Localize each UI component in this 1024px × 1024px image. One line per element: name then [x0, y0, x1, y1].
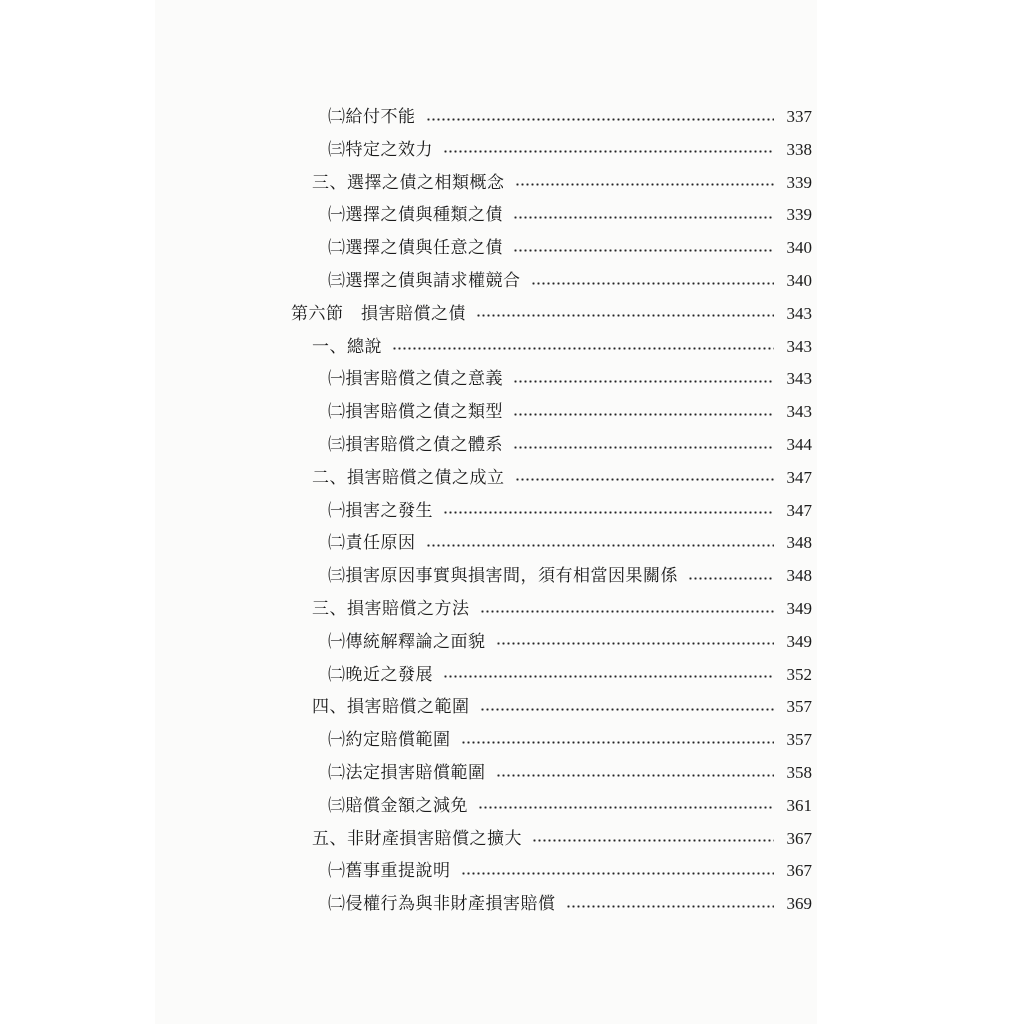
- toc-entry-title: ㈠舊事重提說明: [328, 861, 451, 882]
- dot-leader: [515, 183, 775, 186]
- dot-leader: [513, 413, 774, 416]
- dot-leader: [426, 118, 775, 121]
- toc-entry-title: ㈢損害賠償之債之體系: [328, 435, 503, 455]
- toc-entry-page-number: 367: [786, 861, 812, 881]
- dot-leader: [515, 478, 775, 481]
- toc-entry: [328, 233, 812, 263]
- dot-leader: [443, 150, 774, 153]
- toc-entry: [312, 332, 812, 362]
- toc-entry-title: 第六節 損害賠償之債: [291, 303, 466, 324]
- toc-entry: [328, 364, 812, 394]
- dot-leader: [480, 708, 775, 711]
- toc-entry: [328, 102, 812, 132]
- toc-entry-page-number: 352: [786, 664, 812, 684]
- toc-entry-title: 五、非財產損害賠償之擴大: [312, 828, 522, 849]
- dot-leader: [532, 839, 774, 842]
- toc-entry-title: ㈠傳統解釋論之面貌: [328, 631, 486, 652]
- dot-leader: [478, 806, 774, 809]
- toc-entry-title: ㈡選擇之債與任意之債: [328, 238, 503, 259]
- dot-leader: [461, 872, 775, 875]
- toc-entry: [291, 299, 812, 329]
- dot-leader: [426, 544, 775, 547]
- toc-entry: [312, 824, 812, 854]
- toc-entry: [328, 561, 812, 591]
- toc-entry-page-number: 347: [786, 467, 812, 487]
- toc-entry-title: 二、損害賠償之債之成立: [312, 467, 505, 488]
- toc-entry-title: ㈡給付不能: [328, 107, 416, 127]
- toc-entry-page-number: 343: [786, 336, 812, 356]
- toc-entry: [328, 266, 812, 296]
- toc-entry: [328, 430, 812, 460]
- toc-entry-page-number: 349: [786, 599, 812, 618]
- toc-entry-title: ㈡損害賠償之債之類型: [328, 402, 503, 423]
- toc-entry: [312, 168, 812, 198]
- toc-entry-title: 三、損害賠償之方法: [312, 599, 470, 619]
- toc-entry-page-number: 338: [786, 139, 812, 159]
- dot-leader: [443, 675, 774, 678]
- dot-leader: [513, 249, 774, 252]
- toc-entry-page-number: 347: [786, 500, 812, 520]
- toc-entry-title: ㈡法定損害賠償範圍: [328, 763, 486, 783]
- toc-entry-page-number: 369: [786, 894, 812, 914]
- toc-entry-title: ㈢賠償金額之減免: [328, 795, 468, 816]
- toc-entry: [328, 856, 812, 886]
- toc-entry: [328, 496, 812, 526]
- dot-leader: [392, 347, 774, 350]
- dot-leader: [688, 577, 774, 580]
- toc-entry-title: ㈠損害之發生: [328, 500, 433, 521]
- toc-entry-page-number: 339: [786, 172, 812, 192]
- toc-entry-page-number: 367: [786, 828, 812, 848]
- dot-leader: [496, 774, 775, 777]
- toc-entry-page-number: 337: [786, 107, 812, 126]
- toc-entry-title: ㈡侵權行為與非財產損害賠償: [328, 894, 556, 915]
- dot-leader: [513, 380, 774, 383]
- toc-entry-title: 一、總說: [312, 336, 382, 357]
- dot-leader: [461, 741, 775, 744]
- table-of-contents: [0, 100, 1024, 930]
- toc-entry-title: ㈠損害賠償之債之意義: [328, 369, 503, 390]
- toc-entry-page-number: 349: [786, 631, 812, 651]
- toc-entry-title: 四、損害賠償之範圍: [312, 697, 470, 718]
- toc-entry-page-number: 343: [786, 369, 812, 389]
- toc-entry-title: 三、選擇之債之相類概念: [312, 172, 505, 193]
- toc-entry: [328, 758, 812, 788]
- toc-entry-page-number: 348: [786, 533, 812, 553]
- toc-entry-title: ㈢特定之效力: [328, 139, 433, 160]
- toc-entry-title: ㈢選擇之債與請求權競合: [328, 271, 521, 291]
- dot-leader: [480, 610, 775, 613]
- dot-leader: [496, 642, 775, 645]
- dot-leader: [513, 216, 774, 219]
- toc-entry-title: ㈢損害原因事實與損害間，須有相當因果關係: [328, 566, 678, 587]
- toc-entry: [328, 627, 812, 657]
- toc-entry: [328, 889, 812, 919]
- toc-entry-title: ㈠約定賠償範圍: [328, 730, 451, 751]
- toc-entry-title: ㈠選擇之債與種類之債: [328, 205, 503, 226]
- toc-entry-page-number: 357: [786, 697, 812, 717]
- toc-entry: [328, 660, 812, 690]
- toc-entry: [328, 725, 812, 755]
- toc-entry: [328, 397, 812, 427]
- toc-entry: [328, 528, 812, 558]
- toc-entry-page-number: 340: [786, 238, 812, 258]
- toc-entry: [312, 463, 812, 493]
- dot-leader: [513, 446, 774, 449]
- dot-leader: [531, 282, 775, 285]
- toc-entry-page-number: 348: [786, 566, 812, 586]
- toc-entry-title: ㈡晚近之發展: [328, 664, 433, 685]
- toc-entry-page-number: 357: [786, 730, 812, 750]
- toc-entry-page-number: 358: [786, 763, 812, 782]
- toc-entry-page-number: 340: [786, 271, 812, 290]
- toc-entry: [312, 692, 812, 722]
- toc-entry-page-number: 343: [786, 402, 812, 422]
- toc-entry-page-number: 361: [786, 795, 812, 815]
- toc-entry: [312, 594, 812, 624]
- dot-leader: [443, 511, 774, 514]
- toc-entry: [328, 200, 812, 230]
- dot-leader: [476, 314, 774, 317]
- toc-entry: [328, 791, 812, 821]
- dot-leader: [566, 905, 775, 908]
- toc-entry-title: ㈡責任原因: [328, 533, 416, 554]
- toc-entry-page-number: 343: [786, 303, 812, 323]
- toc-entry-page-number: 344: [786, 435, 812, 454]
- toc-entry: [328, 135, 812, 165]
- toc-entry-page-number: 339: [786, 205, 812, 225]
